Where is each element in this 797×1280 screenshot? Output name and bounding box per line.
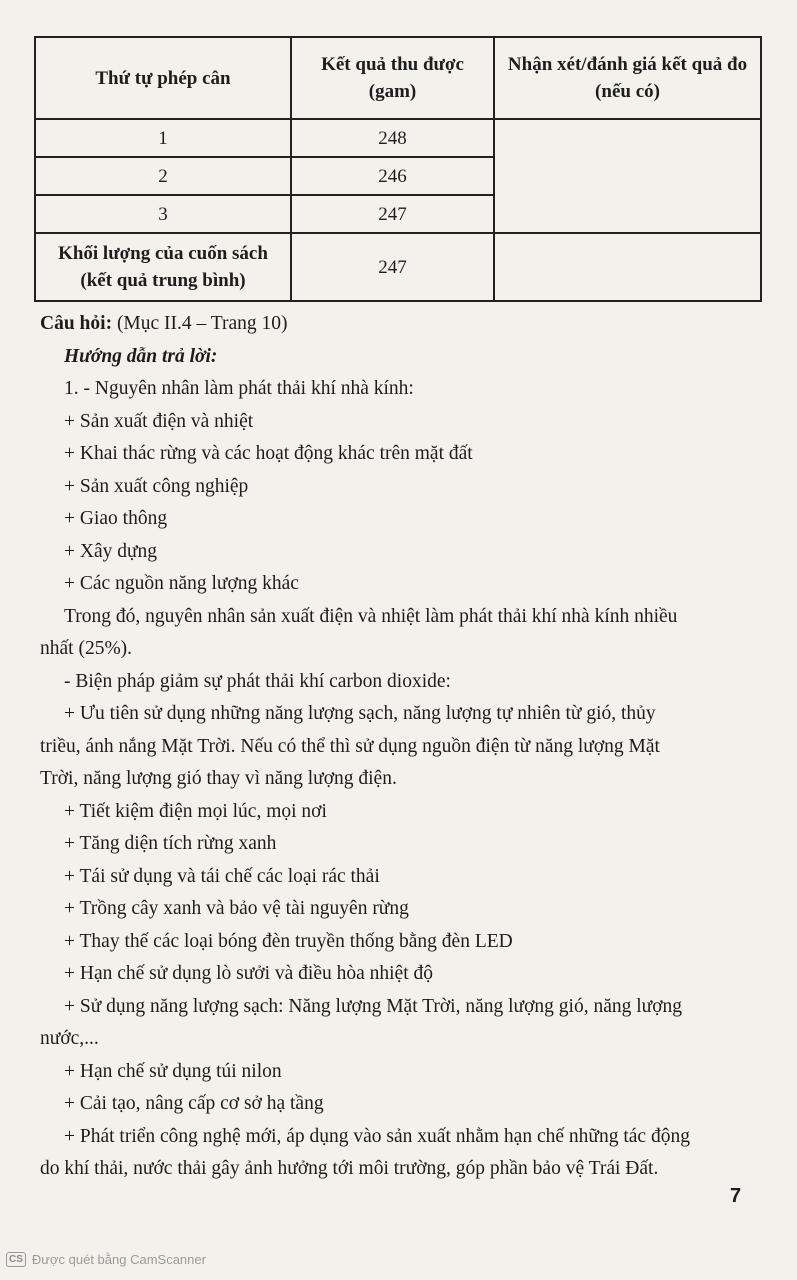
row-order: 1 [35,119,291,157]
summary-value: 247 [291,233,494,301]
measure-item: + Trồng cây xanh và bảo vệ tài nguyên rừng [64,898,409,919]
row-result: 246 [291,157,494,195]
question-ref: (Mục II.4 – Trang 10) [116,313,288,334]
summary-label: Khối lượng của cuốn sách (kết quả trung bình) [35,233,291,301]
table-summary-row [35,233,761,301]
cause-item: + Xây dựng [64,540,158,562]
cause-item: + Sản xuất công nghiệp [64,475,249,497]
measure-item: + Hạn chế sử dụng túi nilon [64,1060,282,1082]
table-header-row [35,37,761,119]
measure-item: + Tăng diện tích rừng xanh [64,833,277,854]
row-result: 248 [291,119,494,157]
measure-item: + Thay thế các loại bóng đèn truyền thống bằng đèn LED [64,930,513,952]
measure-item-cont: nước,... [40,1028,99,1049]
scanner-watermark [6,1252,206,1267]
summary-remarks-cell [494,233,761,301]
cause-item: + Sản xuất điện và nhiệt [64,410,254,432]
measure-item: + Phát triển công nghệ mới, áp dụng vào sản xuất nhằm hạn chế những tác động [64,1125,690,1147]
conclusion-line-2: nhất (25%). [40,638,133,659]
cause-item: + Giao thông [64,508,168,529]
row-result: 247 [291,195,494,233]
answer-body [40,308,750,1186]
causes-title: 1. - Nguyên nhân làm phát thải khí nhà kính: [64,378,414,399]
cause-item: + Khai thác rừng và các hoạt động khác trên mặt đất [64,443,473,464]
header-remarks: Nhận xét/đánh giá kết quả đo (nếu có) [494,37,761,119]
cause-item: + Các nguồn năng lượng khác [64,573,299,594]
camscanner-logo-icon: CS [6,1252,26,1267]
remarks-cell [494,119,761,233]
measure-item: + Tái sử dụng và tái chế các loại rác thải [64,865,380,887]
measure-item: + Cải tạo, nâng cấp cơ sở hạ tầng [64,1093,324,1114]
row-order: 3 [35,195,291,233]
measure-item-cont: triều, ánh nắng Mặt Trời. Nếu có thể thì sử dụng nguồn điện từ năng lượng Mặt [40,735,660,757]
measures-title: - Biện pháp giảm sự phát thải khí carbon dioxide: [64,670,451,692]
question-label: Câu hỏi: [40,313,113,334]
measure-item: + Tiết kiệm điện mọi lúc, mọi nơi [64,800,327,822]
row-order: 2 [35,157,291,195]
page-number: 7 [730,1185,742,1207]
measure-item: + Hạn chế sử dụng lò sưởi và điều hòa nhiệt độ [64,963,434,984]
header-order: Thứ tự phép cân [35,37,291,119]
question-line [40,308,750,341]
conclusion-line-1: Trong đó, nguyên nhân sản xuất điện và nhiệt làm phát thải khí nhà kính nhiều [64,605,678,627]
table-row [35,119,761,157]
header-result: Kết quả thu được (gam) [291,37,494,119]
weighing-results-table [34,36,762,302]
guide-title: Hướng dẫn trả lời: [64,345,218,367]
watermark-text: Được quét bằng CamScanner [31,1252,206,1267]
measure-item-cont: Trời, năng lượng gió thay vì năng lượng điện. [40,768,397,789]
measure-item-cont: do khí thải, nước thải gây ảnh hưởng tới môi trường, góp phần bảo vệ Trái Đất. [40,1158,659,1179]
measure-item: + Sử dụng năng lượng sạch: Năng lượng Mặt Trời, năng lượng gió, năng lượng [64,995,683,1017]
measure-item: + Ưu tiên sử dụng những năng lượng sạch, năng lượng tự nhiên từ gió, thủy [64,703,656,724]
